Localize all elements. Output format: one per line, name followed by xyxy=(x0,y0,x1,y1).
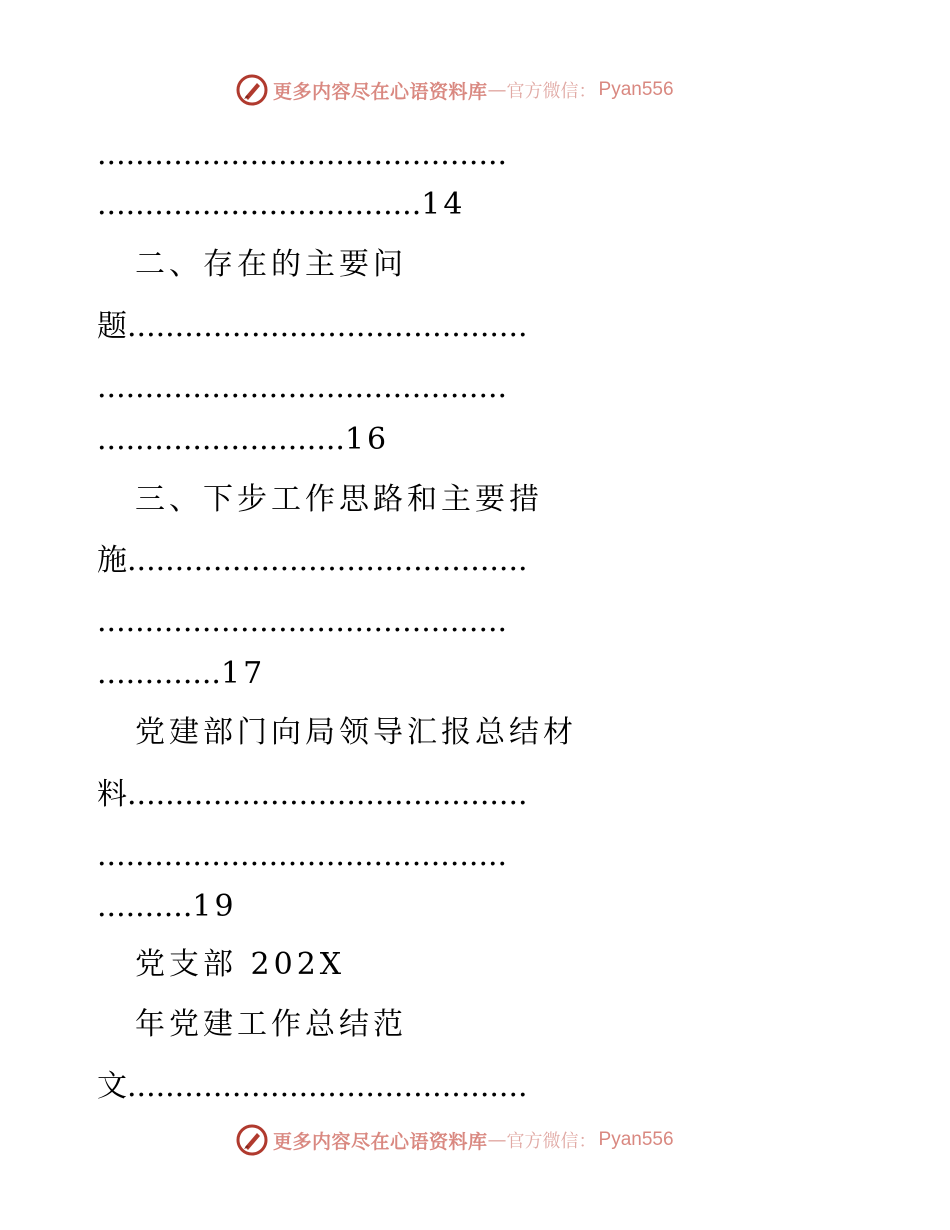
toc-line xyxy=(97,307,528,347)
header-watermark xyxy=(235,72,715,108)
pen-nib-logo-icon xyxy=(235,1123,269,1157)
toc-line xyxy=(97,1067,528,1107)
toc-entry-lead: 料 xyxy=(97,777,127,812)
toc-page-number: 16 xyxy=(344,422,390,457)
toc-entry-title: 二、存在的主要问 xyxy=(135,247,407,282)
watermark-wechat-label: 官方微信： xyxy=(506,81,597,102)
toc-leader-line: ........................................... xyxy=(97,370,508,405)
watermark-separator: — xyxy=(487,1129,507,1151)
toc-page-number: 19 xyxy=(192,889,237,924)
toc-leader-line: ........................................... xyxy=(97,137,508,172)
toc-leader-dots: .......................................... xyxy=(127,777,528,812)
toc-leader-dots: .......................................... xyxy=(127,543,528,578)
watermark-text: 更多内容尽在心语资料库 xyxy=(273,80,488,103)
watermark-separator: — xyxy=(487,79,507,101)
toc-entry-lead: 题 xyxy=(97,309,127,344)
toc-line xyxy=(97,541,528,581)
watermark-wechat-label: 官方微信： xyxy=(506,1131,597,1152)
toc-leader-dots: ............. xyxy=(97,656,221,691)
toc-line xyxy=(97,654,265,694)
footer-watermark xyxy=(235,1122,715,1158)
toc-entry-lead: 施 xyxy=(97,543,127,578)
toc-entry-title: 三、下步工作思路和主要措 xyxy=(135,482,543,517)
toc-leader-dots: .......................................... xyxy=(127,309,528,344)
toc-entry-lead: 文 xyxy=(97,1069,127,1104)
toc-leader-dots: .......................... xyxy=(97,422,345,457)
toc-entry-title: 年党建工作总结范 xyxy=(135,1007,407,1042)
toc-leader-dots: .......................................... xyxy=(127,1069,528,1104)
toc-line xyxy=(97,420,389,460)
toc-page-number: 17 xyxy=(220,656,266,691)
watermark-text: 更多内容尽在心语资料库 xyxy=(273,1130,488,1153)
toc-entry-title: 党建部门向局领导汇报总结材 xyxy=(135,715,577,750)
toc-leader-line: ........................................... xyxy=(97,838,508,873)
pen-nib-logo-icon xyxy=(235,73,269,107)
toc-page-number: 14 xyxy=(421,187,466,222)
toc-line xyxy=(97,887,237,927)
toc-line xyxy=(97,775,528,815)
watermark-wechat-id: Pyan556 xyxy=(598,1129,674,1150)
toc-line xyxy=(97,185,465,225)
watermark-wechat-id: Pyan556 xyxy=(598,79,674,100)
toc-leader-dots: .................................. xyxy=(97,187,422,222)
toc-leader-line: ........................................... xyxy=(97,604,508,639)
toc-entry-title: 党支部 202X xyxy=(135,947,346,982)
toc-leader-dots: .......... xyxy=(97,889,193,924)
